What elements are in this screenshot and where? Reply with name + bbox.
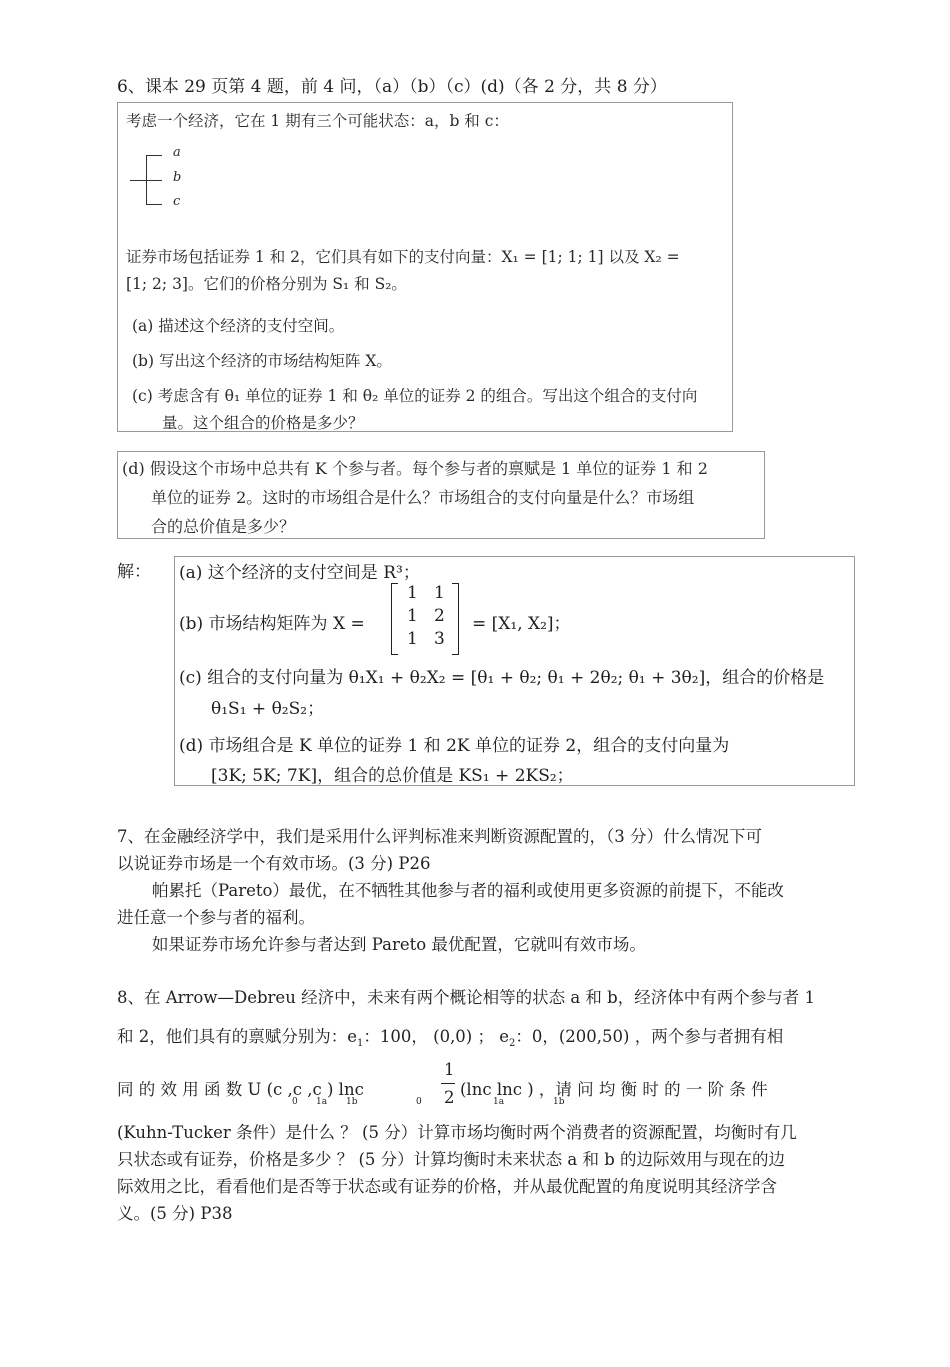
answer-b-suffix: = [X₁, X₂]；: [472, 614, 571, 634]
q7-line-2: 以说证券市场是一个有效市场。(3 分) P26: [117, 854, 431, 873]
tree-root-line: [130, 180, 146, 181]
q8-line-3-rest: (lnc lnc ) ，请 问 均 衡 时 的 一 阶 条 件: [460, 1080, 768, 1099]
matrix-right-bracket: [452, 583, 459, 655]
part-d-line-2: 单位的证券 2。这时的市场组合是什么？市场组合的支付向量是什么？市场组: [151, 488, 695, 507]
q7-answer-1a: 帕累托（Pareto）最优，在不牺牲其他参与者的福利或使用更多资源的前提下，不能改: [152, 881, 784, 900]
q8-line-1: 8、在 Arrow—Debreu 经济中，未来有两个概论相等的状态 a 和 b，经济体中有两个参与者 1: [117, 988, 815, 1007]
answer-d-line-1: (d) 市场组合是 K 单位的证券 1 和 2K 单位的证券 2，组合的支付向量为: [179, 736, 730, 756]
q7-line-1: 7、在金融经济学中，我们是采用什么评判标准来判断资源配置的，（3 分）什么情况下可: [117, 827, 762, 846]
part-d-line-1: (d) 假设这个市场中总共有 K 个参与者。每个参与者的禀赋是 1 单位的证券 1 和 2: [122, 459, 708, 478]
part-d-line-3: 合的总价值是多少？: [151, 517, 296, 536]
q8-fraction-denominator: 2: [444, 1088, 455, 1107]
q8-utility-sub-c0: 0: [292, 1097, 298, 1107]
answer-c-line-1: (c) 组合的支付向量为 θ₁X₁ + θ₂X₂ = [θ₁ + θ₂; θ₁ + 2θ₂; θ₁ + 3θ₂]，组合的价格是: [179, 668, 825, 688]
matrix-left-bracket: [391, 583, 398, 655]
market-structure-matrix: [391, 583, 459, 653]
problem-box: [117, 102, 733, 432]
q8-line-5: 只状态或有证券，价格是多少 ？ (5 分）计算均衡时未来状态 a 和 b 的边际效用与现在的边: [117, 1150, 786, 1169]
q7-answer-2: 如果证券市场允许参与者达到 Pareto 最优配置，它就叫有效市场。: [152, 935, 646, 954]
part-d-box: [117, 451, 765, 539]
q8-line-6: 际效用之比，看看他们是否等于状态或有证券的价格，并从最优配置的角度说明其经济学含: [117, 1177, 777, 1196]
q8-line-7: 义。(5 分) P38: [117, 1204, 233, 1223]
q8-endowment-sub-2: 2: [509, 1038, 516, 1049]
tree-branch-b: [146, 180, 162, 181]
q8-line-2: [117, 1023, 783, 1047]
q8-endowment-text-b: ：100， (0,0) ； e: [363, 1027, 509, 1046]
matrix-cell: 1: [407, 583, 418, 603]
matrix-cell: 1: [434, 583, 445, 603]
q8-line-4: (Kuhn-Tucker 条件）是什么 ？ (5 分）计算市场均衡时两个消费者的资源配置，均衡时有几: [117, 1123, 797, 1142]
answer-a: (a) 这个经济的支付空间是 R³；: [179, 563, 420, 583]
q8-utility-sub-lnc0: 0: [416, 1097, 422, 1107]
answer-label: 解：: [117, 562, 151, 582]
part-b-question: (b) 写出这个经济的市场结构矩阵 X。: [132, 352, 392, 370]
matrix-cell: 2: [434, 606, 445, 626]
part-a-question: (a) 描述这个经济的支付空间。: [132, 317, 345, 335]
problem-intro: 考虑一个经济，它在 1 期有三个可能状态：a，b 和 c：: [126, 112, 509, 130]
tree-branch-c: [146, 204, 162, 205]
state-b-label: b: [173, 170, 182, 185]
q8-utility-sub-c1b: 1b: [346, 1097, 358, 1107]
securities-line-1: 证券市场包括证券 1 和 2，它们具有如下的支付向量：X₁ = [1; 1; 1] 以及 X₂ =: [126, 248, 680, 266]
matrix-cell: 3: [434, 629, 445, 649]
q8-endowment-text-a: 和 2，他们具有的禀赋分别为：e: [117, 1027, 358, 1046]
q8-endowment-text-c: ：0，(200,50) ，两个参与者拥有相: [515, 1027, 784, 1046]
q7-answer-1b: 进任意一个参与者的福利。: [117, 908, 315, 927]
answer-b-prefix: (b) 市场结构矩阵为 X =: [179, 614, 365, 634]
q8-utility-sub-lnc1b: 1b: [553, 1097, 565, 1107]
q8-fraction-numerator: 1: [444, 1060, 455, 1079]
state-a-label: a: [173, 145, 181, 160]
q8-endowment-sub-1: 1: [357, 1038, 364, 1049]
part-c-question-line-1: (c) 考虑含有 θ₁ 单位的证券 1 和 θ₂ 单位的证券 2 的组合。写出这个组合的支付向: [132, 387, 698, 405]
q8-utility-sub-lnc1a: 1a: [493, 1097, 505, 1107]
answer-c-line-2: θ₁S₁ + θ₂S₂；: [211, 699, 325, 719]
q8-fraction-bar: [441, 1083, 455, 1084]
securities-line-2: [1; 2; 3]。它们的价格分别为 S₁ 和 S₂。: [126, 275, 407, 293]
q8-utility-sub-c1a: 1a: [316, 1097, 328, 1107]
part-c-question-line-2: 量。这个组合的价格是多少？: [162, 414, 364, 432]
answer-box: [174, 556, 855, 786]
answer-d-line-2: [3K; 5K; 7K]，组合的总价值是 KS₁ + 2KS₂；: [211, 766, 574, 786]
state-c-label: c: [173, 194, 181, 209]
q8-line-3: 同 的 效 用 函 数 U (c ,c ,c ) lnc: [117, 1080, 364, 1099]
matrix-cell: 1: [407, 606, 418, 626]
q6-title: 6、课本 29 页第 4 题，前 4 问，（a）（b）（c）(d)（各 2 分，共 8 分）: [117, 77, 667, 97]
tree-branch-a: [146, 155, 162, 156]
matrix-cell: 1: [407, 629, 418, 649]
